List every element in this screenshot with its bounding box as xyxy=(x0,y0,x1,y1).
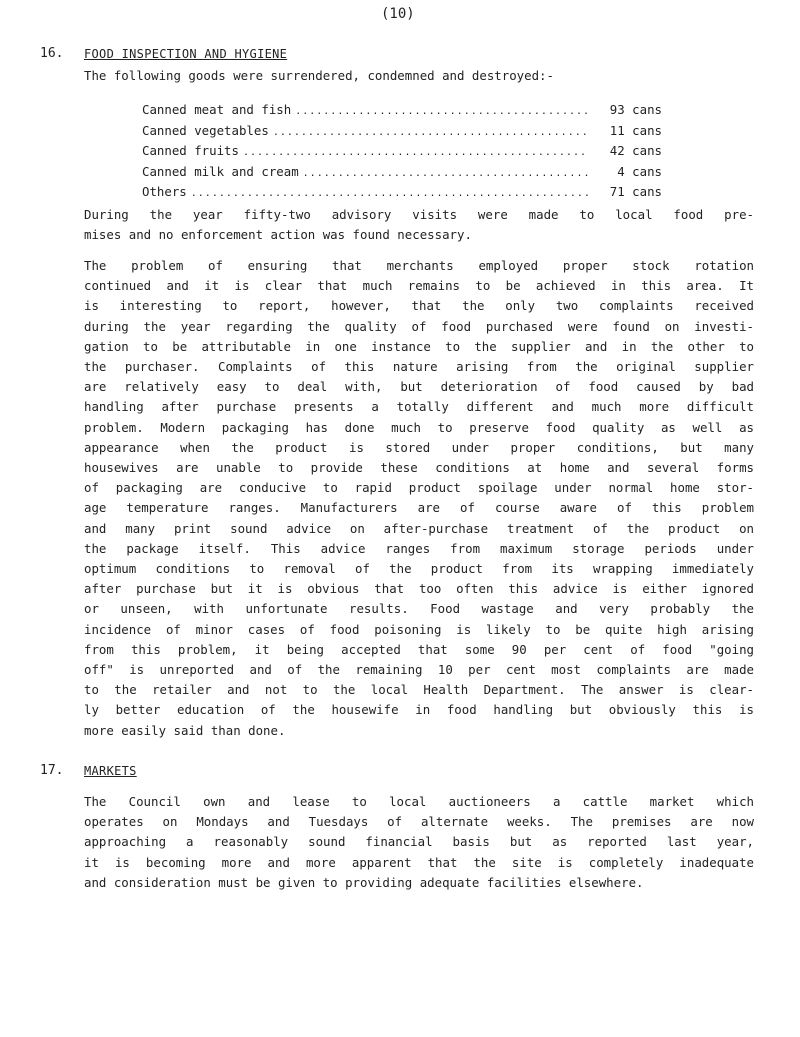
text-line: During the year fifty-two advisory visits were made to local food pre- xyxy=(84,207,754,222)
goods-item: Canned vegetables xyxy=(142,122,269,138)
section-16-title: FOOD INSPECTION AND HYGIENE xyxy=(84,47,288,61)
text-line: the package itself. This advice ranges from maximum storage periods under xyxy=(84,540,754,556)
goods-item: Others xyxy=(142,184,187,199)
text-line: and consideration must be given to providing adequate facilities elsewhere. xyxy=(84,874,644,890)
text-line: the purchaser. Complaints of this nature arising from the original supplier xyxy=(84,359,754,375)
text-line: are relatively easy to deal with, but deterioration of food caused by bad xyxy=(84,379,754,395)
text-line: more easily said than done. xyxy=(84,722,286,738)
goods-row xyxy=(142,143,662,164)
text-line: optimum conditions to removal of the product from its wrapping immediately xyxy=(84,561,754,577)
section-17-number: 17. xyxy=(40,763,64,778)
text-line: The problem of ensuring that merchants employed proper stock rotation xyxy=(84,258,754,273)
goods-row xyxy=(142,164,662,185)
text-line: it is becoming more and more apparent that the site is completely inadequate xyxy=(84,854,754,870)
text-line: incidence of minor cases of food poisoning is likely to be quite high arising xyxy=(84,621,754,637)
section-16-paragraph-1 xyxy=(84,205,754,245)
dot-leader xyxy=(243,147,588,158)
text-line: age temperature ranges. Manufacturers are of course aware of this problem xyxy=(84,500,754,516)
condemned-goods-list xyxy=(142,102,662,205)
text-line: The Council own and lease to local auctioneers a cattle market which xyxy=(84,794,754,809)
section-17-paragraph xyxy=(84,792,754,893)
text-line: handling after purchase presents a totally different and much more difficult xyxy=(84,399,754,415)
text-line: of packaging are conducive to rapid product spoilage under normal home stor- xyxy=(84,480,754,496)
goods-item: Canned fruits xyxy=(142,143,239,158)
text-line: off" is unreported and of the remaining 10 per cent most complaints are made xyxy=(84,662,754,678)
dot-leader xyxy=(273,127,588,138)
goods-row xyxy=(142,123,662,144)
section-16-intro: The following goods were surrendered, condemned and destroyed:- xyxy=(84,68,554,83)
text-line: and many print sound advice on after-purchase treatment of the product on xyxy=(84,520,754,536)
text-line: appearance when the product is stored under proper conditions, but many xyxy=(84,439,754,455)
text-line: housewives are unable to provide these conditions at home and several forms xyxy=(84,460,754,476)
dot-leader xyxy=(191,188,588,199)
text-line: approaching a reasonably sound financial basis but as reported last year, xyxy=(84,834,754,850)
goods-row xyxy=(142,102,662,123)
text-line: to the retailer and not to the local Health Department. The answer is clear- xyxy=(84,682,754,698)
section-16-paragraph-2 xyxy=(84,256,754,741)
goods-quantity: 11 cans xyxy=(609,122,662,138)
text-line: continued and it is clear that much remains to be achieved in this area. It xyxy=(84,278,754,294)
text-line: from this problem, it being accepted that some 90 per cent of food "going xyxy=(84,641,754,657)
goods-quantity: 71 cans xyxy=(609,184,662,199)
text-line: is interesting to report, however, that the only two complaints received xyxy=(84,298,754,314)
text-line: operates on Mondays and Tuesdays of alternate weeks. The premises are now xyxy=(84,814,754,830)
text-line: ly better education of the housewife in food handling but obviously this is xyxy=(84,702,754,718)
goods-item: Canned milk and cream xyxy=(142,163,299,179)
text-line: or unseen, with unfortunate results. Food wastage and very probably the xyxy=(84,601,754,617)
goods-quantity: 93 cans xyxy=(609,102,662,117)
text-line: problem. Modern packaging has done much to preserve food quality as well as xyxy=(84,419,754,435)
text-line: after purchase but it is obvious that too often this advice is either ignored xyxy=(84,581,754,597)
dot-leader xyxy=(303,168,588,179)
text-line: gation to be attributable in one instance to the supplier and in the other to xyxy=(84,338,754,354)
section-17-title: MARKETS xyxy=(84,764,137,778)
goods-item: Canned meat and fish xyxy=(142,102,292,117)
section-16-number: 16. xyxy=(40,46,64,61)
text-line: mises and no enforcement action was found necessary. xyxy=(84,227,472,243)
dot-leader xyxy=(295,106,588,117)
text-line: during the year regarding the quality of food purchased were found on investi- xyxy=(84,318,754,334)
goods-quantity: 4 cans xyxy=(617,163,662,179)
goods-row xyxy=(142,184,662,205)
page-number: (10) xyxy=(381,6,415,22)
goods-quantity: 42 cans xyxy=(609,143,662,158)
